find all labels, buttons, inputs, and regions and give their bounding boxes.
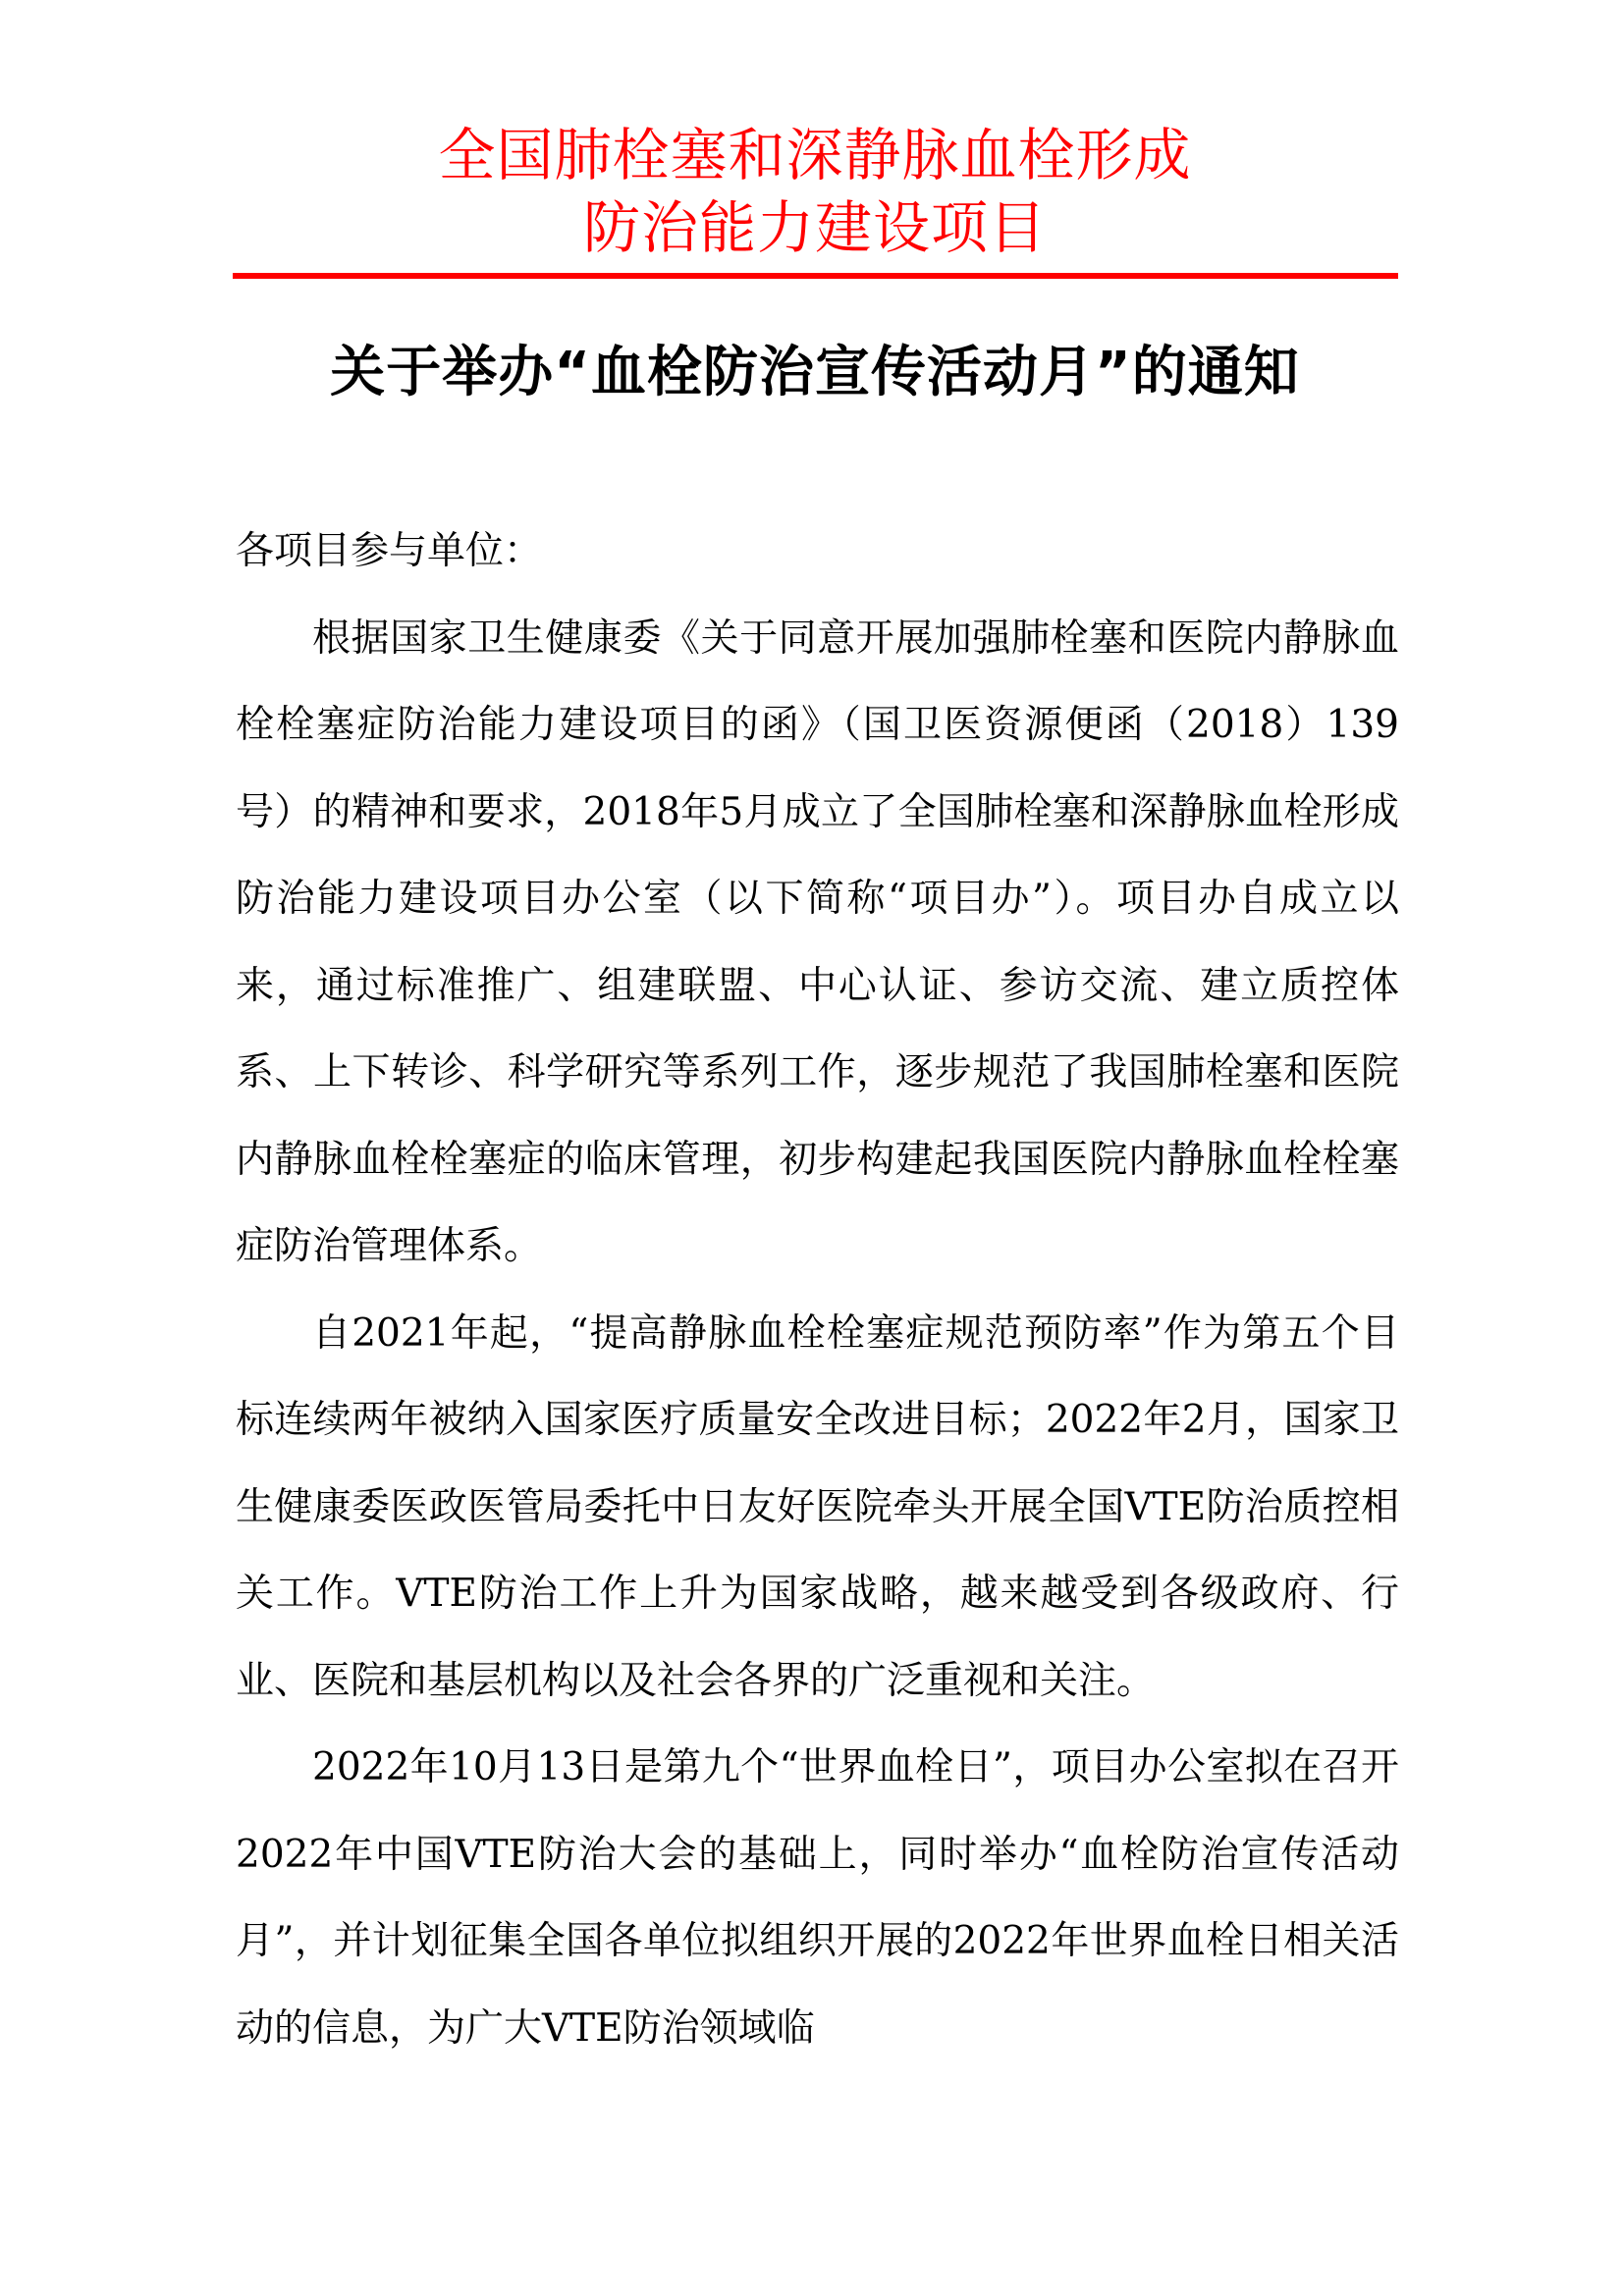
header-divider	[233, 273, 1398, 279]
notice-title: 关于举办“血栓防治宣传活动月”的通知	[330, 341, 1300, 404]
project-header-line-2: 防治能力建设项目	[582, 194, 1047, 261]
salutation: 各项目参与单位：	[236, 529, 543, 573]
notice-body	[236, 508, 1399, 2072]
paragraph-3: 2022年10月13日是第九个“世界血栓日”，项目办公室拟在召开2022年中国VTE防治大会的基础上，同时举办“血栓防治宣传活动月”，并计划征集全国各单位拟组织开展的2022年世界血栓日相关活动的信息，为广大VTE防治领域临	[236, 1745, 1399, 2051]
project-header-line-1: 全国肺栓塞和深静脉血栓形成	[438, 122, 1192, 188]
paragraph-2: 自2021年起，“提高静脉血栓栓塞症规范预防率”作为第五个目标连续两年被纳入国家医疗质量安全改进目标；2022年2月，国家卫生健康委医政医管局委托中日友好医院牵头开展全国VTE防治质控相关工作。VTE防治工作上升为国家战略，越来越受到各级政府、行业、医院和基层机构以及社会各界的广泛重视和关注。	[236, 1310, 1399, 1703]
paragraph-1: 根据国家卫生健康委《关于同意开展加强肺栓塞和医院内静脉血栓栓塞症防治能力建设项目的函》（国卫医资源便函（2018）139号）的精神和要求，2018年5月成立了全国肺栓塞和深静脉血栓形成防治能力建设项目办公室（以下简称“项目办”）。项目办自成立以来，通过标准推广、组建联盟、中心认证、参访交流、建立质控体系、上下转诊、科学研究等系列工作，逐步规范了我国肺栓塞和医院内静脉血栓栓塞症的临床管理，初步构建起我国医院内静脉血栓栓塞症防治管理体系。	[236, 615, 1399, 1268]
